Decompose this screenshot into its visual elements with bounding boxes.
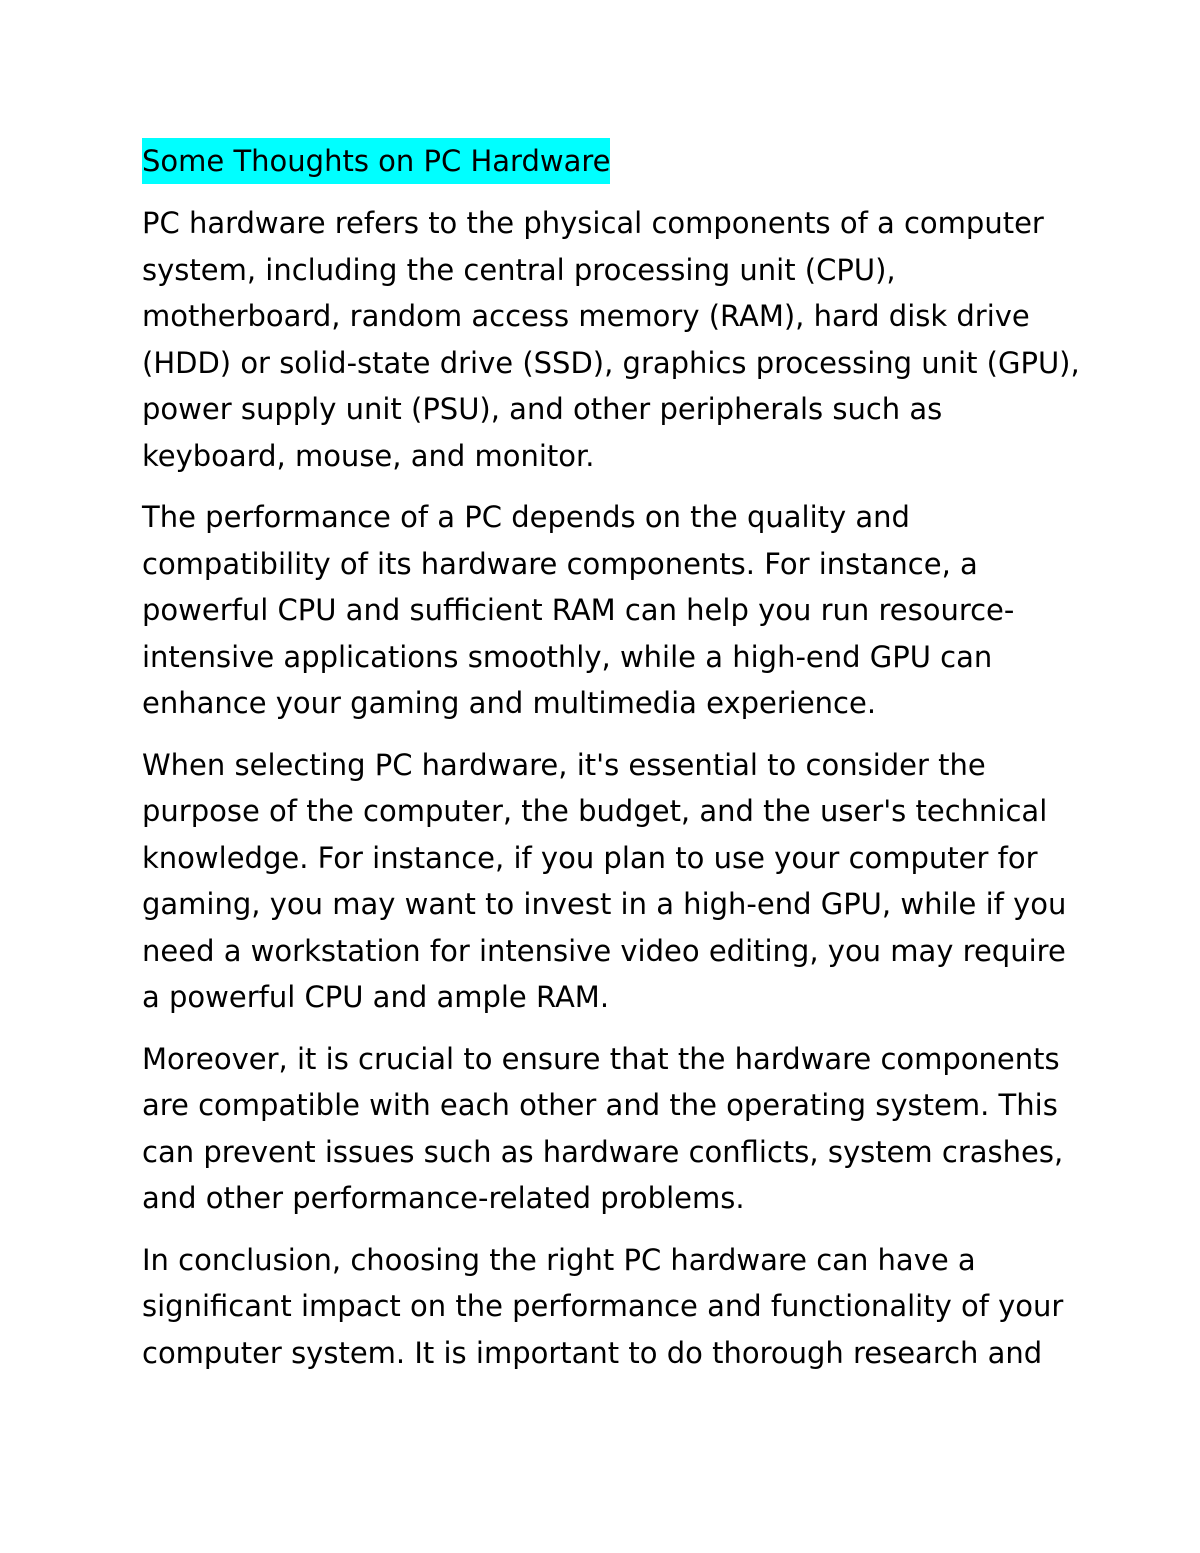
paragraph-line: (HDD) or solid-state drive (SSD), graphics processing unit (GPU), — [142, 345, 1080, 380]
paragraph-line: When selecting PC hardware, it's essential to consider the — [142, 747, 986, 782]
paragraph-line: need a workstation for intensive video editing, you may require — [142, 933, 1066, 968]
paragraph-line: intensive applications smoothly, while a high-end GPU can — [142, 639, 993, 674]
paragraph-line: are compatible with each other and the operating system. This — [142, 1088, 1058, 1122]
document-title: Some Thoughts on PC Hardware — [142, 138, 610, 184]
paragraph-line: powerful CPU and sufficient RAM can help you run resource- — [142, 593, 1015, 627]
paragraph-1 — [142, 200, 1080, 479]
paragraph-3 — [142, 742, 1072, 1021]
paragraph-line: motherboard, random access memory (RAM), hard disk drive — [142, 299, 1030, 333]
paragraph-line: compatibility of its hardware components. For instance, a — [142, 546, 978, 581]
paragraph-line: enhance your gaming and multimedia experience. — [142, 686, 877, 720]
paragraph-4 — [142, 1036, 1072, 1222]
paragraph-line: purpose of the computer, the budget, and the user's technical — [142, 794, 1048, 828]
paragraph-line: PC hardware refers to the physical components of a computer — [142, 206, 1044, 240]
paragraph-line: power supply unit (PSU), and other peripherals such as — [142, 392, 943, 426]
paragraph-line: system, including the central processing unit (CPU), — [142, 252, 896, 287]
paragraph-5 — [142, 1237, 1072, 1377]
paragraph-line: can prevent issues such as hardware conflicts, system crashes, — [142, 1134, 1064, 1169]
paragraph-line: knowledge. For instance, if you plan to use your computer for — [142, 840, 1038, 875]
document-body — [142, 138, 1080, 1391]
paragraph-line: keyboard, mouse, and monitor. — [142, 438, 595, 473]
paragraph-2 — [142, 494, 1072, 727]
paragraph-line: In conclusion, choosing the right PC hardware can have a — [142, 1242, 976, 1277]
paragraph-line: Moreover, it is crucial to ensure that the hardware components — [142, 1041, 1060, 1076]
paragraph-line: gaming, you may want to invest in a high-end GPU, while if you — [142, 887, 1067, 921]
paragraph-line: significant impact on the performance and functionality of your — [142, 1289, 1064, 1323]
paragraph-line: The performance of a PC depends on the quality and — [142, 500, 910, 534]
paragraph-line: computer system. It is important to do thorough research and — [142, 1335, 1043, 1370]
paragraph-line: and other performance-related problems. — [142, 1181, 745, 1215]
paragraph-line: a powerful CPU and ample RAM. — [142, 980, 610, 1014]
